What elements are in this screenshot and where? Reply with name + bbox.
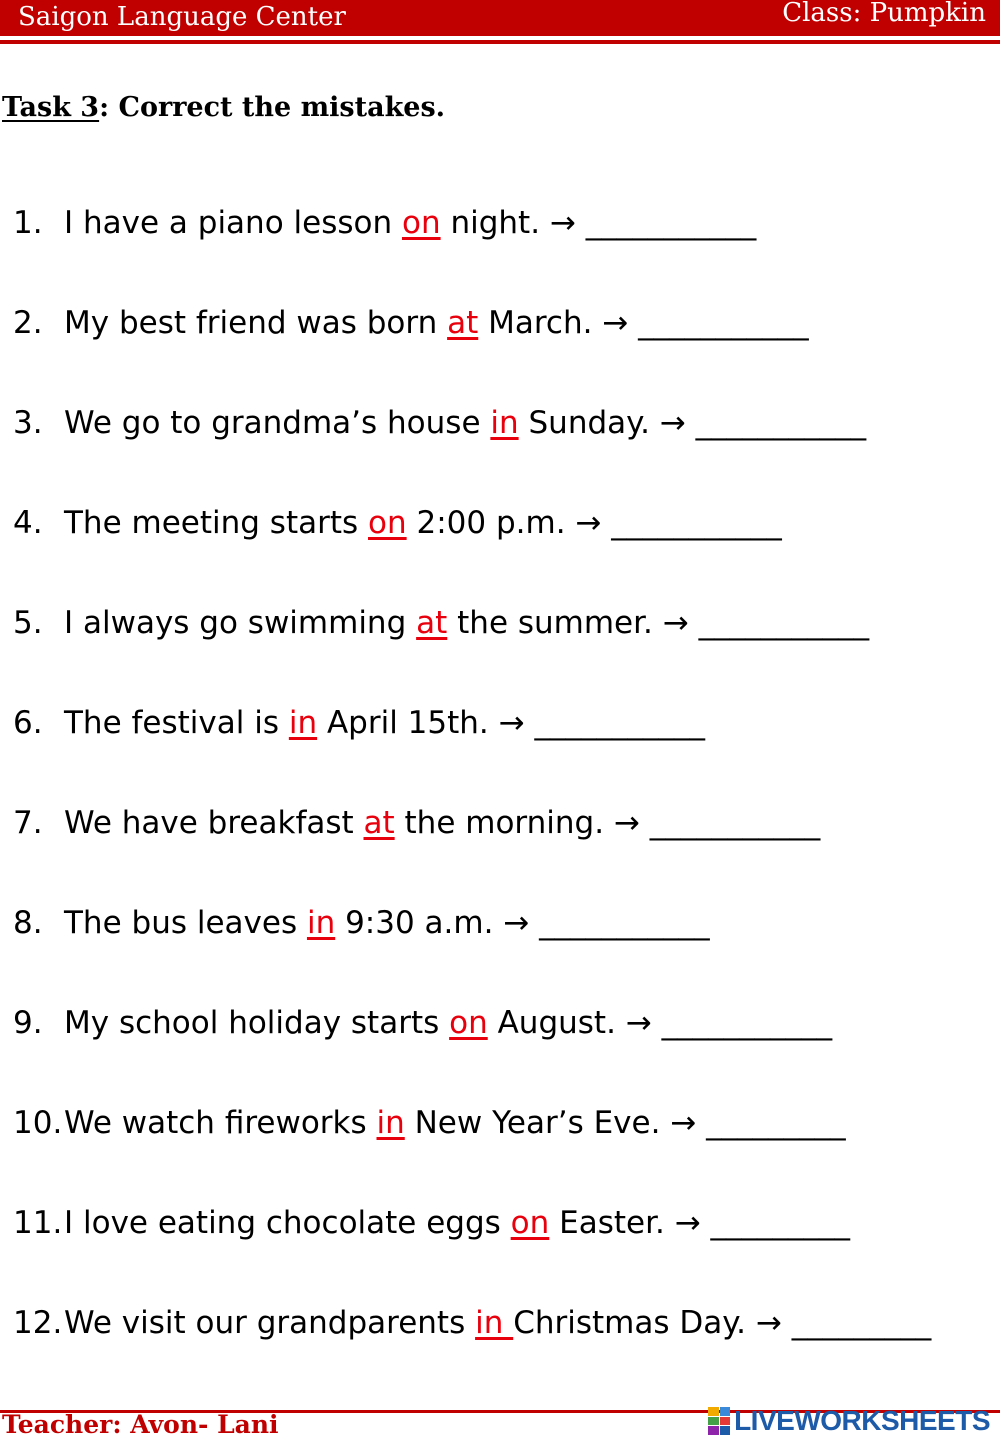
question-before: My best friend was born [64,305,448,341]
question-number: 9. [13,1005,43,1041]
question-number: 4. [13,505,43,541]
question-text [64,396,866,450]
header-bar [0,0,1000,36]
class-name: Class: Pumpkin [782,0,986,28]
question-number: 5. [13,605,43,641]
task-label: Task 3 [2,92,100,123]
question-number: 3. [13,405,43,441]
question-text [64,596,869,650]
question-before: The meeting starts [64,505,369,541]
question-after: April 15th. → ___________ [317,705,705,741]
question-after: August. → ___________ [487,1005,833,1041]
task-title-text: : Correct the mistakes. [99,92,446,123]
question-text [64,796,820,850]
question-after: March. → ___________ [478,305,809,341]
question-after: New Year’s Eve. → _________ [404,1105,846,1141]
question-text [64,1296,931,1350]
question-text [64,296,809,350]
question-after: 9:30 a.m. → ___________ [335,905,710,941]
question-number: 11. [13,1205,63,1241]
question-before: I love eating chocolate eggs [64,1205,511,1241]
mistake-word: in [288,705,318,741]
mistake-word: at [363,805,395,841]
task-title [2,92,445,123]
center-name: Saigon Language Center [18,2,346,32]
question-number: 6. [13,705,43,741]
question-number: 12. [13,1305,63,1341]
mistake-word: on [401,205,441,241]
question-before: We visit our grandparents [64,1305,476,1341]
question-before: We go to grandma’s house [64,405,491,441]
question-after: Christmas Day. → _________ [513,1305,932,1341]
question-before: The festival is [64,705,289,741]
teacher-name: Teacher: Avon- Lani [2,1410,279,1439]
question-text [64,1196,850,1250]
question-number: 1. [13,205,43,241]
question-after: 2:00 p.m. → ___________ [406,505,782,541]
question-after: Easter. → _________ [549,1205,851,1241]
header-divider [0,40,1000,44]
question-before: I have a piano lesson [64,205,402,241]
question-number: 8. [13,905,43,941]
question-number: 10. [13,1105,63,1141]
mistake-word: in [376,1105,405,1141]
mistake-word: on [510,1205,550,1241]
question-before: The bus leaves [64,905,307,941]
liveworksheets-icon [708,1407,730,1435]
question-after: night. → ___________ [440,205,757,241]
question-text [64,896,710,950]
question-text [64,196,756,250]
liveworksheets-logo [708,1404,990,1438]
mistake-word: in [475,1305,514,1341]
mistake-word: at [416,605,448,641]
mistake-word: in [490,405,519,441]
question-before: We watch fireworks [64,1105,377,1141]
question-number: 7. [13,805,43,841]
mistake-word: on [368,505,407,541]
question-after: Sunday. → ___________ [518,405,867,441]
question-text [64,1096,846,1150]
question-text [64,496,782,550]
question-before: We have breakfast [64,805,364,841]
mistake-word: on [449,1005,488,1041]
question-before: My school holiday starts [64,1005,450,1041]
mistake-word: in [306,905,336,941]
question-before: I always go swimming [64,605,417,641]
mistake-word: at [447,305,479,341]
question-text [64,696,705,750]
liveworksheets-wordmark: LIVEWORKSHEETS [734,1405,990,1436]
question-text [64,996,832,1050]
question-after: the summer. → ___________ [447,605,870,641]
question-number: 2. [13,305,43,341]
question-after: the morning. → ___________ [394,805,821,841]
